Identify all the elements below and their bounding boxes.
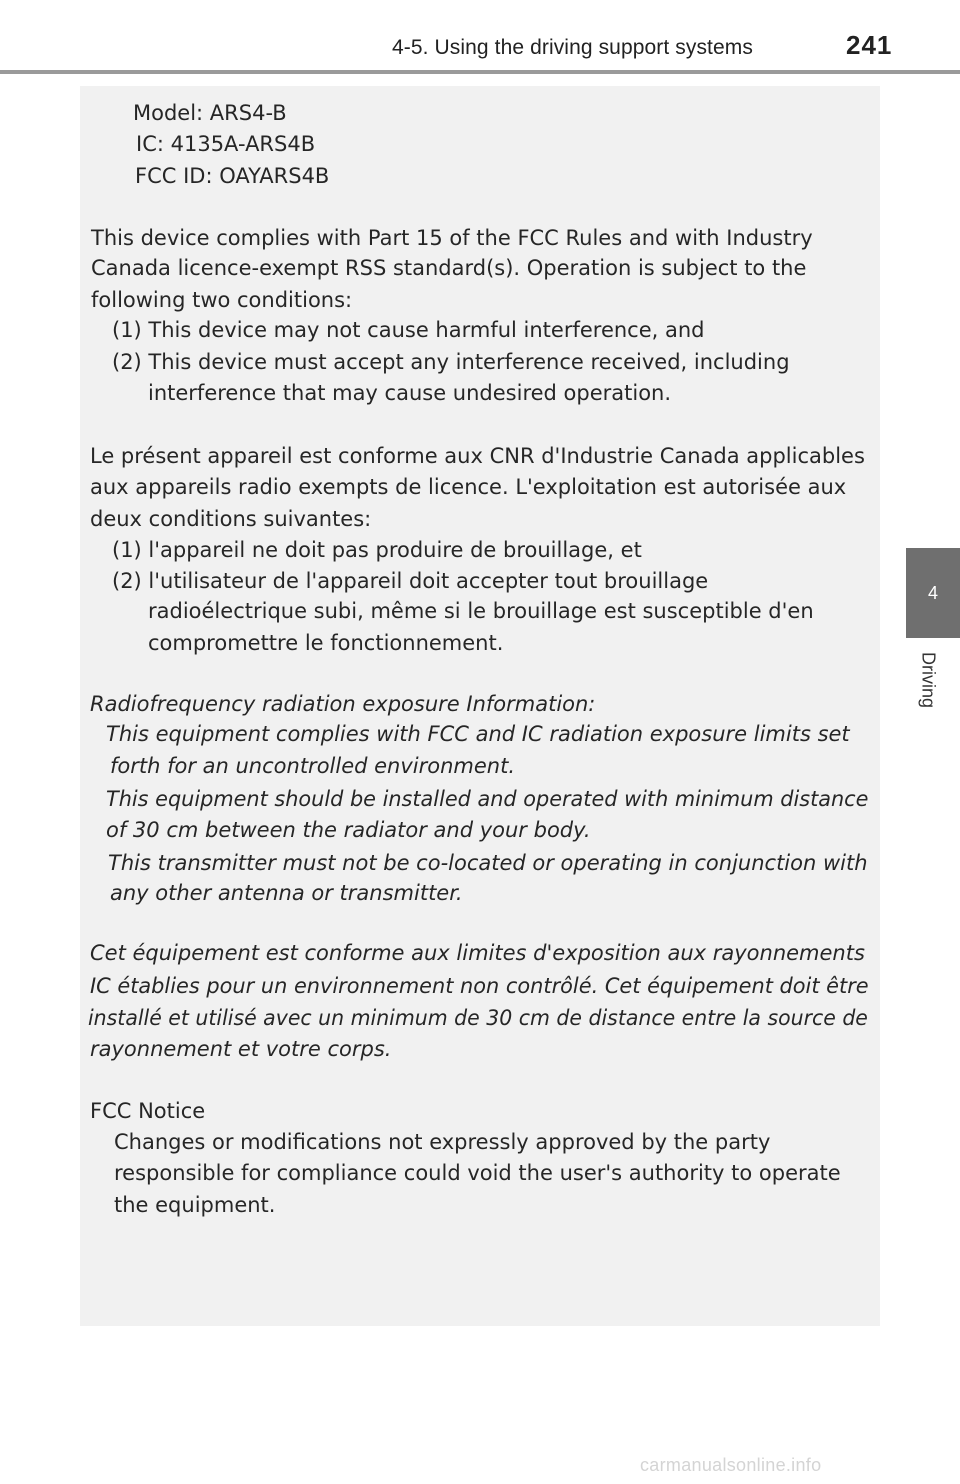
french-condition-2-cont: radioélectrique subi, même si le brouillage est susceptible d'en	[148, 599, 814, 623]
french-radiation-line: rayonnement et votre corps.	[90, 1037, 392, 1061]
french-compliance-line: aux appareils radio exempts de licence. L'exploitation est autorisée aux	[90, 475, 847, 499]
header-divider	[0, 70, 960, 74]
french-radiation-line: IC établies pour un environnement non contrôlé. Cet équipement doit être	[90, 974, 869, 998]
french-compliance-line: deux conditions suivantes:	[90, 507, 372, 531]
chapter-number: 4	[927, 582, 938, 603]
french-condition-1: (1) l'appareil ne doit pas produire de brouillage, et	[112, 538, 642, 562]
french-compliance-line: Le présent appareil est conforme aux CNR d'Industrie Canada applicables	[90, 444, 865, 468]
french-radiation-line: Cet équipement est conforme aux limites d'exposition aux rayonnements	[90, 941, 865, 965]
radiation-heading: Radiofrequency radiation exposure Information:	[90, 692, 596, 716]
section-title: 4-5. Using the driving support systems	[392, 36, 753, 59]
french-condition-2: (2) l'utilisateur de l'appareil doit accepter tout brouillage	[112, 569, 709, 593]
fcc-notice-heading: FCC Notice	[90, 1099, 206, 1123]
fcc-compliance-line: This device complies with Part 15 of the FCC Rules and with Industry	[91, 226, 813, 250]
fcc-compliance-line: following two conditions:	[91, 288, 353, 312]
fcc-condition-1: (1) This device may not cause harmful interference, and	[112, 318, 705, 342]
radiation-paragraph: This equipment complies with FCC and IC radiation exposure limits set	[106, 722, 850, 746]
fcc-condition-2: (2) This device must accept any interference received, including	[112, 350, 790, 374]
model-text: Model: ARS4-B	[133, 101, 287, 125]
radiation-paragraph: This transmitter must not be co-located or operating in conjunction with	[108, 851, 868, 875]
radiation-paragraph: any other antenna or transmitter.	[110, 881, 463, 905]
french-condition-2-cont: compromettre le fonctionnement.	[148, 631, 504, 655]
french-radiation-line: installé et utilisé avec un minimum de 30 cm de distance entre la source de	[88, 1006, 868, 1030]
fcc-id-text: FCC ID: OAYARS4B	[135, 164, 330, 188]
fcc-notice-line: responsible for compliance could void the user's authority to operate	[114, 1161, 841, 1185]
fcc-notice-line: Changes or modifications not expressly approved by the party	[114, 1130, 771, 1154]
page-number: 241	[846, 30, 893, 60]
fcc-notice-line: the equipment.	[114, 1193, 276, 1217]
radiation-paragraph: of 30 cm between the radiator and your body.	[106, 818, 591, 842]
chapter-tab	[906, 548, 960, 638]
radiation-paragraph: forth for an uncontrolled environment.	[110, 754, 516, 778]
chapter-label: Driving	[918, 652, 939, 709]
ic-text: IC: 4135A-ARS4B	[136, 132, 316, 156]
fcc-condition-2-cont: interference that may cause undesired operation.	[148, 381, 672, 405]
fcc-compliance-line: Canada licence-exempt RSS standard(s). Operation is subject to the	[91, 256, 807, 280]
watermark: carmanualsonline.info	[640, 1455, 822, 1475]
radiation-paragraph: This equipment should be installed and operated with minimum distance	[106, 787, 869, 811]
